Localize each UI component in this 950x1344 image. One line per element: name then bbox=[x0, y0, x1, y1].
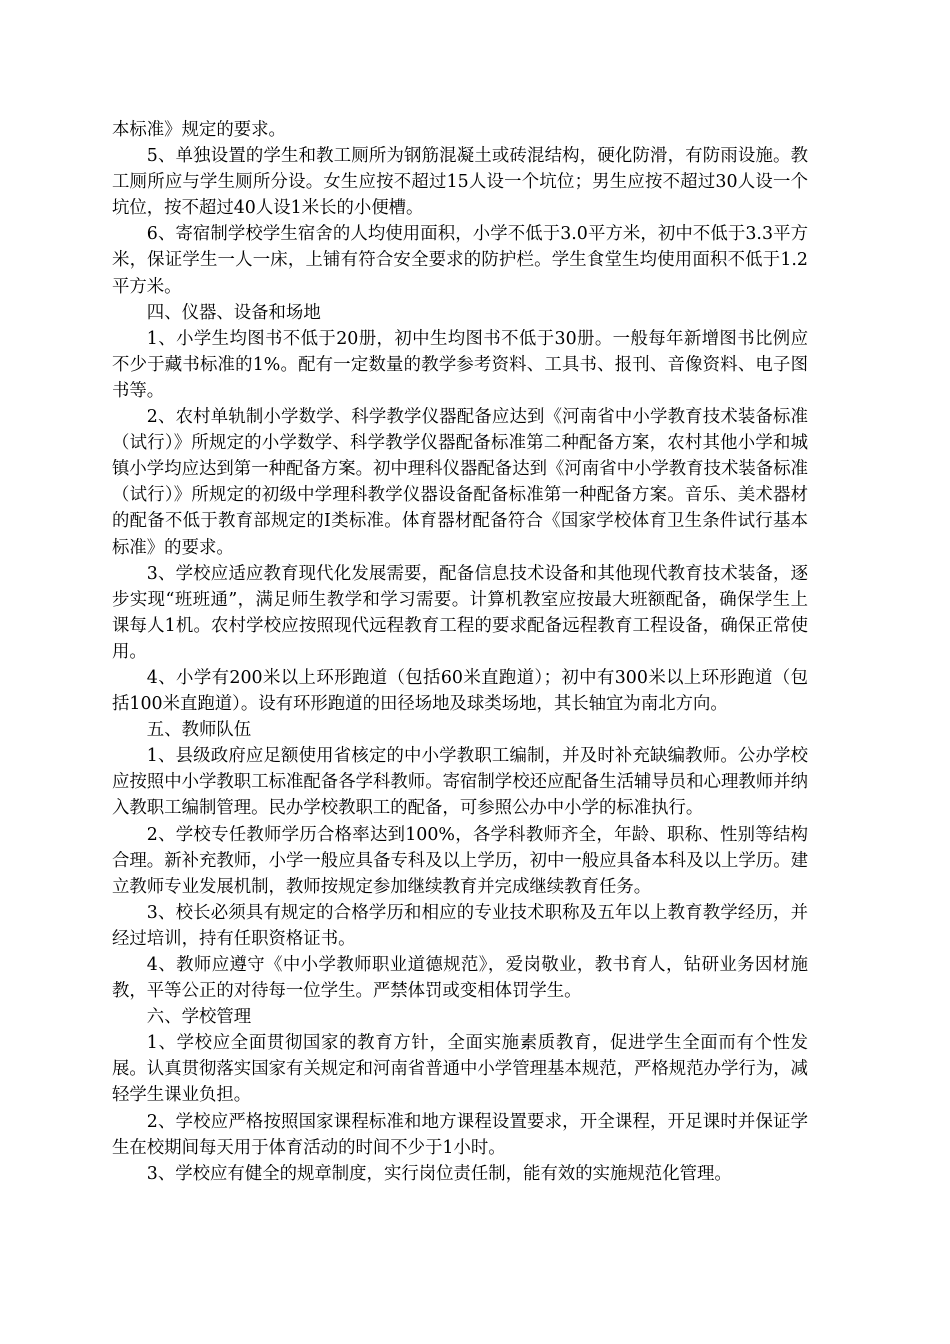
paragraph: 1、学校应全面贯彻国家的教育方针，全面实施素质教育，促进学生全面而有个性发展。认真贯彻落实国家有关规定和河南省普通中小学管理基本规范，严格规范办学行为，减轻学生课业负担。 bbox=[112, 1033, 808, 1106]
section-heading: 六、学校管理 bbox=[146, 1007, 252, 1028]
paragraph: 3、学校应有健全的规章制度，实行岗位责任制，能有效的实施规范化管理。 bbox=[146, 1163, 732, 1184]
paragraph: 4、教师应遵守《中小学教师职业道德规范》，爱岗敬业，教书育人，钻研业务因材施教，平等公正的对待每一位学生。严禁体罚或变相体罚学生。 bbox=[112, 955, 808, 1002]
paragraph: 1、小学生均图书不低于20册，初中生均图书不低于30册。一般每年新增图书比例应不少于藏书标准的1%。配有一定数量的教学参考资料、工具书、报刊、音像资料、电子图书等。 bbox=[112, 328, 808, 401]
paragraph: 3、学校应适应教育现代化发展需要，配备信息技术设备和其他现代教育技术装备，逐步实现“班班通”，满足师生教学和学习需要。计算机教室应按最大班额配备，确保学生上课每人1机。农村学校应按照现代远程教育工程的要求配备远程教育工程设备，确保正常使用。 bbox=[112, 563, 808, 662]
paragraph: 3、校长必须具有规定的合格学历和相应的专业技术职称及五年以上教育教学经历，并经过培训，持有任职资格证书。 bbox=[112, 902, 808, 949]
section-heading: 五、教师队伍 bbox=[146, 720, 252, 741]
paragraph: 2、农村单轨制小学数学、科学教学仪器配备应达到《河南省中小学教育技术装备标准（试行）》所规定的小学数学、科学教学仪器配备标准第二种配备方案，农村其他小学和城镇小学均应达到第一种配备方案。初中理科仪器配备达到《河南省中小学教育技术装备标准（试行）》所规定的初级中学理科教学仪器设备配备标准第一种配备方案。音乐、美术器材的配备不低于教育部规定的Ⅰ类标准。体育器材配备符合《国家学校体育卫生条件试行基本标准》的要求。 bbox=[112, 407, 808, 558]
paragraph: 6、寄宿制学校学生宿舍的人均使用面积，小学不低于3.0平方米，初中不低于3.3平方米，保证学生一人一床，上铺有符合安全要求的防护栏。学生食堂生均使用面积不低于1.2平方米。 bbox=[112, 224, 808, 297]
paragraph: 本标准》规定的要求。 bbox=[112, 120, 286, 140]
paragraph: 5、单独设置的学生和教工厕所为钢筋混凝土或砖混结构，硬化防滑，有防雨设施。教工厕所应与学生厕所分设。女生应按不超过15人设一个坑位；男生应按不超过30人设一个坑位，按不超过40人设1米长的小便槽。 bbox=[112, 146, 808, 219]
paragraph: 4、小学有200米以上环形跑道（包括60米直跑道）；初中有300米以上环形跑道（包括100米直跑道）。设有环形跑道的田径场地及球类场地，其长轴宜为南北方向。 bbox=[112, 667, 808, 715]
paragraph: 2、学校专任教师学历合格率达到100%，各学科教师齐全，年龄、职称、性别等结构合理。新补充教师，小学一般应具备专科及以上学历，初中一般应具备本科及以上学历。建立教师专业发展机制，教师按规定参加继续教育并完成继续教育任务。 bbox=[112, 824, 808, 897]
section-heading: 四、仪器、设备和场地 bbox=[146, 302, 321, 323]
paragraph: 2、学校应严格按照国家课程标准和地方课程设置要求，开全课程，开足课时并保证学生在校期间每天用于体育活动的时间不少于1小时。 bbox=[112, 1111, 808, 1158]
paragraph: 1、县级政府应足额使用省核定的中小学教职工编制，并及时补充缺编教师。公办学校应按照中小学教职工标准配备各学科教师。寄宿制学校还应配备生活辅导员和心理教师并纳入教职工编制管理。民办学校教职工的配备，可参照公办中小学的标准执行。 bbox=[112, 746, 808, 819]
document-page bbox=[112, 117, 808, 1187]
